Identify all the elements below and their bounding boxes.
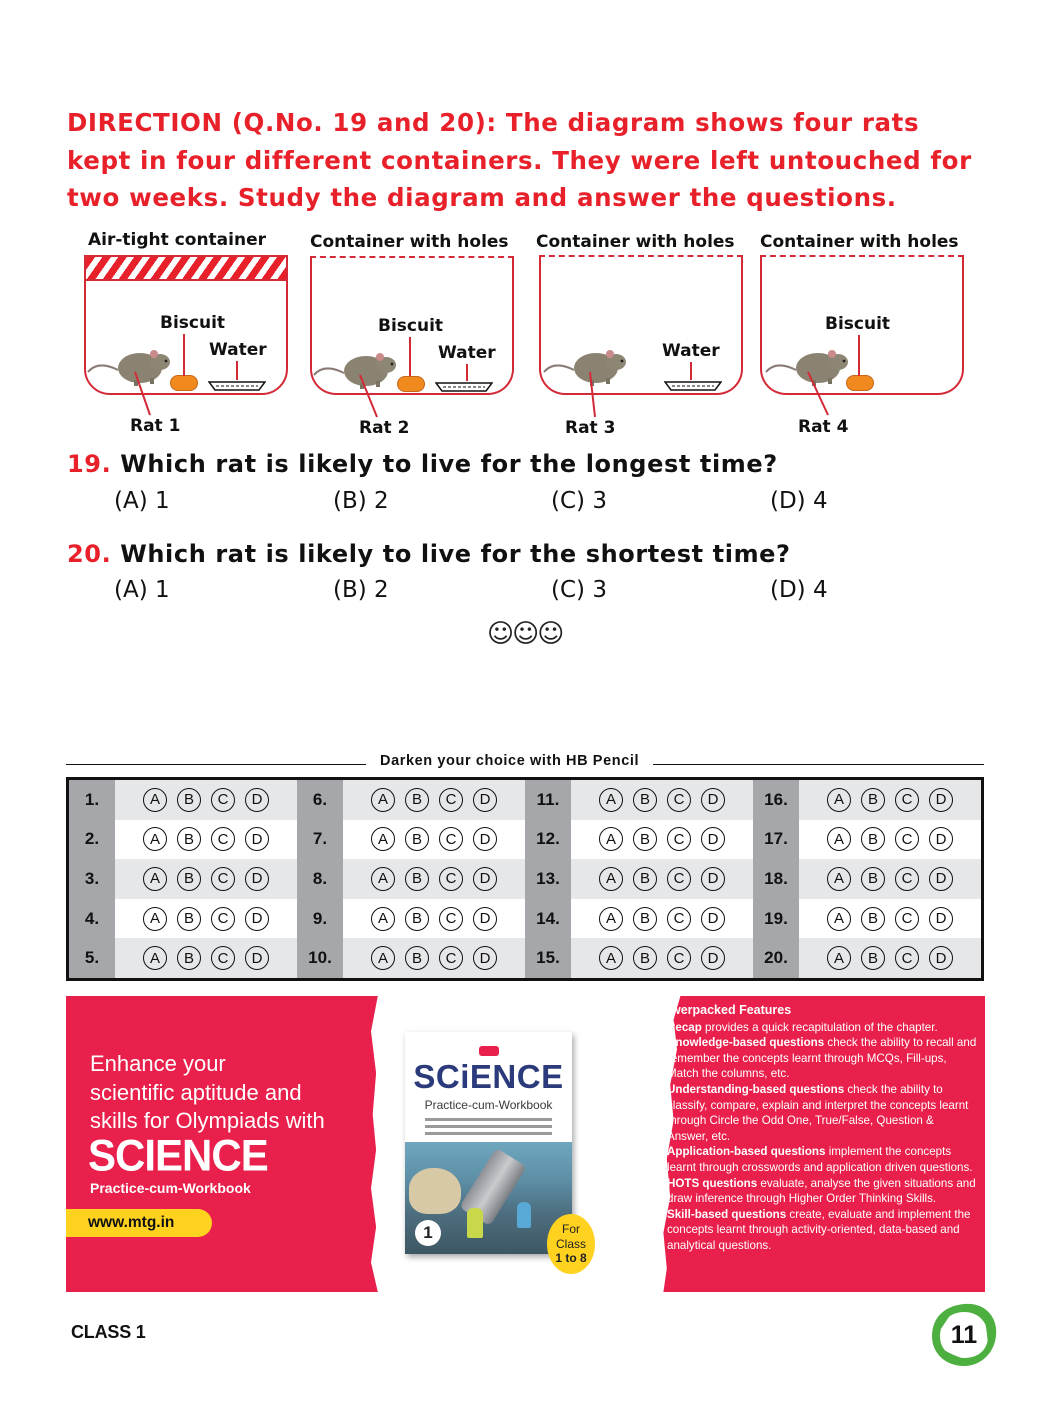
rat-4-label: Rat 4 xyxy=(798,417,849,437)
answer-bubble-d[interactable]: D xyxy=(473,827,497,851)
container-4-title: Container with holes xyxy=(760,232,959,252)
sheet-column xyxy=(753,780,981,978)
water-tray-icon xyxy=(664,380,722,392)
question-20 xyxy=(67,540,791,568)
water-label: Water xyxy=(209,340,267,360)
answer-bubble-d[interactable]: D xyxy=(929,827,953,851)
ad-product-subtitle: Practice-cum-Workbook xyxy=(90,1180,251,1196)
answer-bubble-b[interactable]: B xyxy=(633,867,657,891)
q20-option-d[interactable]: (D) 4 xyxy=(770,577,828,603)
answer-bubble-a[interactable]: A xyxy=(827,946,851,970)
answer-bubble-b[interactable]: B xyxy=(405,907,429,931)
water-tray-icon xyxy=(435,381,493,393)
answer-bubble-c[interactable]: C xyxy=(895,788,919,812)
ad-product-title: SCIENCE xyxy=(88,1130,268,1181)
answer-bubbles xyxy=(343,820,525,860)
q20-option-a[interactable]: (A) 1 xyxy=(114,577,170,603)
answer-bubble-d[interactable]: D xyxy=(473,788,497,812)
feature-item: • Application-based questions implement the concepts learnt through crosswords and application driven questions. xyxy=(655,1144,977,1175)
answer-bubbles xyxy=(571,899,753,939)
answer-bubble-d[interactable]: D xyxy=(245,867,269,891)
features-heading: Powerpacked Features xyxy=(655,1003,792,1017)
question-text: Which rat is likely to live for the longest time? xyxy=(120,450,778,478)
feature-item: • Skill-based questions create, evaluate and implement the concepts learnt through activity-oriented, data-based and analytical questions. xyxy=(655,1207,977,1254)
answer-bubble-d[interactable]: D xyxy=(701,827,725,851)
feature-item: • HOTS questions evaluate, analyse the given situations and draw inference through Higher Order Thinking Skills. xyxy=(655,1176,977,1207)
answer-bubble-b[interactable]: B xyxy=(177,827,201,851)
class-label: CLASS 1 xyxy=(71,1322,146,1342)
answer-bubbles xyxy=(343,859,525,899)
answer-bubbles xyxy=(571,780,753,820)
question-number-cell: 13. xyxy=(525,859,571,899)
sheet-column xyxy=(297,780,525,978)
sheet-row xyxy=(753,820,981,860)
answer-bubble-a[interactable]: A xyxy=(599,827,623,851)
question-number-cell: 15. xyxy=(525,938,571,978)
rat-1-label: Rat 1 xyxy=(130,416,181,436)
direction-text xyxy=(67,104,983,217)
question-number-cell: 10. xyxy=(297,938,343,978)
answer-bubble-d[interactable]: D xyxy=(929,946,953,970)
answer-bubble-b[interactable]: B xyxy=(405,867,429,891)
answer-bubble-d[interactable]: D xyxy=(473,946,497,970)
answer-bubble-b[interactable]: B xyxy=(405,827,429,851)
answer-bubbles xyxy=(799,859,981,899)
question-text: Which rat is likely to live for the shortest time? xyxy=(120,540,791,568)
question-number-cell: 5. xyxy=(69,938,115,978)
question-number-cell: 3. xyxy=(69,859,115,899)
question-number-cell: 16. xyxy=(753,780,799,820)
question-number-cell: 12. xyxy=(525,820,571,860)
answer-bubbles xyxy=(571,859,753,899)
answer-bubble-c[interactable]: C xyxy=(439,867,463,891)
q19-option-d[interactable]: (D) 4 xyxy=(770,488,828,514)
sheet-row xyxy=(525,859,753,899)
book-cover-image xyxy=(405,1032,572,1254)
question-number-cell: 14. xyxy=(525,899,571,939)
ad-banner xyxy=(66,996,985,1292)
answer-bubble-c[interactable]: C xyxy=(211,867,235,891)
rat-2-label: Rat 2 xyxy=(359,418,410,438)
ad-url-link[interactable]: www.mtg.in xyxy=(66,1209,212,1237)
sheet-row xyxy=(297,938,525,978)
biscuit-label: Biscuit xyxy=(160,313,226,333)
answer-bubble-b[interactable]: B xyxy=(633,827,657,851)
answer-bubble-a[interactable]: A xyxy=(143,867,167,891)
question-number-cell: 11. xyxy=(525,780,571,820)
answer-bubble-d[interactable]: D xyxy=(701,907,725,931)
container-1-title: Air-tight container xyxy=(88,230,266,250)
answer-bubble-c[interactable]: C xyxy=(211,946,235,970)
answer-bubble-b[interactable]: B xyxy=(405,946,429,970)
answer-bubbles xyxy=(115,780,297,820)
sheet-row xyxy=(525,780,753,820)
airtight-lid xyxy=(86,257,286,281)
question-number: 20. xyxy=(67,540,112,568)
answer-bubble-a[interactable]: A xyxy=(143,907,167,931)
answer-bubble-c[interactable]: C xyxy=(439,907,463,931)
answer-bubble-a[interactable]: A xyxy=(371,907,395,931)
answer-bubble-d[interactable]: D xyxy=(245,827,269,851)
answer-bubble-b[interactable]: B xyxy=(861,907,885,931)
container-2-title: Container with holes xyxy=(310,232,509,252)
sheet-row xyxy=(753,859,981,899)
direction-line-2: kept in four different containers. They were left untouched for xyxy=(67,145,972,175)
page-number: 11 xyxy=(950,1320,978,1349)
sheet-row xyxy=(297,820,525,860)
answer-bubble-d[interactable]: D xyxy=(245,946,269,970)
answer-bubble-c[interactable]: C xyxy=(211,907,235,931)
answer-bubble-d[interactable]: D xyxy=(701,788,725,812)
question-number-cell: 18. xyxy=(753,859,799,899)
answer-bubble-c[interactable]: C xyxy=(667,827,691,851)
q20-option-c[interactable]: (C) 3 xyxy=(551,577,607,603)
answer-bubble-a[interactable]: A xyxy=(599,907,623,931)
answer-bubble-c[interactable]: C xyxy=(895,827,919,851)
question-number-cell: 9. xyxy=(297,899,343,939)
omr-answer-sheet xyxy=(66,777,984,981)
answer-bubbles xyxy=(115,938,297,978)
answer-bubbles xyxy=(343,899,525,939)
answer-bubble-c[interactable]: C xyxy=(211,827,235,851)
answer-bubble-a[interactable]: A xyxy=(371,946,395,970)
sheet-row xyxy=(753,899,981,939)
biscuit-label: Biscuit xyxy=(825,314,891,334)
sheet-row xyxy=(69,859,297,899)
answer-bubble-d[interactable]: D xyxy=(473,907,497,931)
answer-bubble-c[interactable]: C xyxy=(439,946,463,970)
answer-bubbles xyxy=(799,938,981,978)
sheet-row xyxy=(297,899,525,939)
water-label: Water xyxy=(438,343,496,363)
book-number: 1 xyxy=(415,1220,441,1246)
book-title: SCiENCE xyxy=(413,1058,564,1095)
answer-bubble-d[interactable]: D xyxy=(929,867,953,891)
answer-bubble-a[interactable]: A xyxy=(143,827,167,851)
answer-bubble-d[interactable]: D xyxy=(701,867,725,891)
rat-3-label: Rat 3 xyxy=(565,418,616,438)
answer-bubble-a[interactable]: A xyxy=(827,907,851,931)
answer-bubbles xyxy=(799,820,981,860)
question-number-cell: 20. xyxy=(753,938,799,978)
sheet-row xyxy=(753,780,981,820)
answer-bubble-a[interactable]: A xyxy=(143,946,167,970)
answer-bubbles xyxy=(571,938,753,978)
answer-bubble-a[interactable]: A xyxy=(599,867,623,891)
answer-bubble-b[interactable]: B xyxy=(177,946,201,970)
question-number-cell: 17. xyxy=(753,820,799,860)
sheet-row xyxy=(69,780,297,820)
question-number-cell: 19. xyxy=(753,899,799,939)
sheet-row xyxy=(69,899,297,939)
sheet-row xyxy=(297,780,525,820)
answer-bubble-a[interactable]: A xyxy=(143,788,167,812)
question-number-cell: 8. xyxy=(297,859,343,899)
question-number-cell: 1. xyxy=(69,780,115,820)
direction-line-1: DIRECTION (Q.No. 19 and 20): The diagram shows four rats xyxy=(67,108,920,137)
answer-bubbles xyxy=(343,780,525,820)
answer-bubble-c[interactable]: C xyxy=(439,788,463,812)
water-tray-icon xyxy=(208,380,266,392)
feature-item: • Recap provides a quick recapitulation of the chapter. xyxy=(655,1020,977,1036)
answer-bubble-c[interactable]: C xyxy=(439,827,463,851)
answer-bubble-c[interactable]: C xyxy=(667,788,691,812)
ad-headline: Enhance your scientific aptitude and skills for Olympiads with xyxy=(90,1051,325,1133)
answer-bubble-d[interactable]: D xyxy=(929,788,953,812)
smiley-icons: ☺☺☺ xyxy=(487,619,563,649)
answer-bubble-c[interactable]: C xyxy=(895,907,919,931)
answer-bubble-a[interactable]: A xyxy=(371,827,395,851)
book-subtitle: Practice-cum-Workbook xyxy=(424,1098,553,1112)
biscuit-icon xyxy=(397,376,425,392)
answer-bubbles xyxy=(799,899,981,939)
sheet-row xyxy=(69,938,297,978)
answer-bubble-c[interactable]: C xyxy=(667,946,691,970)
mtg-logo xyxy=(479,1046,499,1056)
answer-sheet-caption: Darken your choice with HB Pencil xyxy=(366,753,653,769)
answer-bubble-c[interactable]: C xyxy=(667,907,691,931)
answer-bubble-d[interactable]: D xyxy=(929,907,953,931)
q19-option-a[interactable]: (A) 1 xyxy=(114,488,170,514)
answer-bubble-a[interactable]: A xyxy=(599,788,623,812)
sheet-column xyxy=(69,780,297,978)
sheet-row xyxy=(525,938,753,978)
biscuit-icon xyxy=(170,375,198,391)
feature-item: • Knowledge-based questions check the ability to recall and remember the concepts learnt through MCQs, Fill-ups, Match the columns, etc. xyxy=(655,1035,977,1082)
biscuit-label: Biscuit xyxy=(378,316,444,336)
q19-option-c[interactable]: (C) 3 xyxy=(551,488,607,514)
sheet-row xyxy=(69,820,297,860)
answer-bubble-c[interactable]: C xyxy=(667,867,691,891)
feature-item: • Understanding-based questions check the ability to classify, compare, explain and interpret the concepts learnt through Circle the Odd One, True/False, Question & Answer, etc. xyxy=(655,1082,977,1144)
sheet-row xyxy=(753,938,981,978)
question-number-cell: 4. xyxy=(69,899,115,939)
sheet-row xyxy=(525,820,753,860)
answer-bubble-a[interactable]: A xyxy=(371,788,395,812)
direction-line-3: two weeks. Study the diagram and answer the questions. xyxy=(67,183,897,212)
features-list xyxy=(655,1003,977,1254)
answer-bubble-b[interactable]: B xyxy=(861,827,885,851)
container-3-title: Container with holes xyxy=(536,232,735,252)
answer-bubbles xyxy=(571,820,753,860)
answer-bubble-d[interactable]: D xyxy=(245,907,269,931)
answer-bubbles xyxy=(799,780,981,820)
question-19 xyxy=(67,450,778,478)
answer-bubble-b[interactable]: B xyxy=(861,788,885,812)
q19-option-b[interactable]: (B) 2 xyxy=(333,488,389,514)
answer-bubble-b[interactable]: B xyxy=(861,946,885,970)
sheet-row xyxy=(297,859,525,899)
class-range-badge: For Class 1 to 8 xyxy=(547,1214,595,1274)
answer-bubble-b[interactable]: B xyxy=(177,867,201,891)
q20-option-b[interactable]: (B) 2 xyxy=(333,577,389,603)
answer-bubble-b[interactable]: B xyxy=(633,788,657,812)
answer-bubble-d[interactable]: D xyxy=(473,867,497,891)
answer-bubble-b[interactable]: B xyxy=(633,946,657,970)
answer-bubble-b[interactable]: B xyxy=(405,788,429,812)
answer-bubble-b[interactable]: B xyxy=(861,867,885,891)
answer-bubble-a[interactable]: A xyxy=(827,827,851,851)
answer-bubbles xyxy=(115,859,297,899)
answer-bubble-c[interactable]: C xyxy=(895,867,919,891)
biscuit-icon xyxy=(846,375,874,391)
answer-bubble-b[interactable]: B xyxy=(177,907,201,931)
sheet-column xyxy=(525,780,753,978)
answer-bubble-c[interactable]: C xyxy=(211,788,235,812)
answer-bubble-a[interactable]: A xyxy=(599,946,623,970)
answer-bubble-b[interactable]: B xyxy=(633,907,657,931)
answer-bubble-a[interactable]: A xyxy=(827,788,851,812)
answer-bubble-c[interactable]: C xyxy=(895,946,919,970)
question-number: 19. xyxy=(67,450,112,478)
question-number-cell: 6. xyxy=(297,780,343,820)
answer-bubble-d[interactable]: D xyxy=(245,788,269,812)
answer-bubbles xyxy=(115,820,297,860)
sheet-row xyxy=(525,899,753,939)
answer-bubbles xyxy=(343,938,525,978)
answer-bubble-d[interactable]: D xyxy=(701,946,725,970)
answer-bubble-a[interactable]: A xyxy=(827,867,851,891)
water-label: Water xyxy=(662,341,720,361)
answer-bubble-a[interactable]: A xyxy=(371,867,395,891)
question-number-cell: 7. xyxy=(297,820,343,860)
answer-bubbles xyxy=(115,899,297,939)
question-number-cell: 2. xyxy=(69,820,115,860)
answer-bubble-b[interactable]: B xyxy=(177,788,201,812)
